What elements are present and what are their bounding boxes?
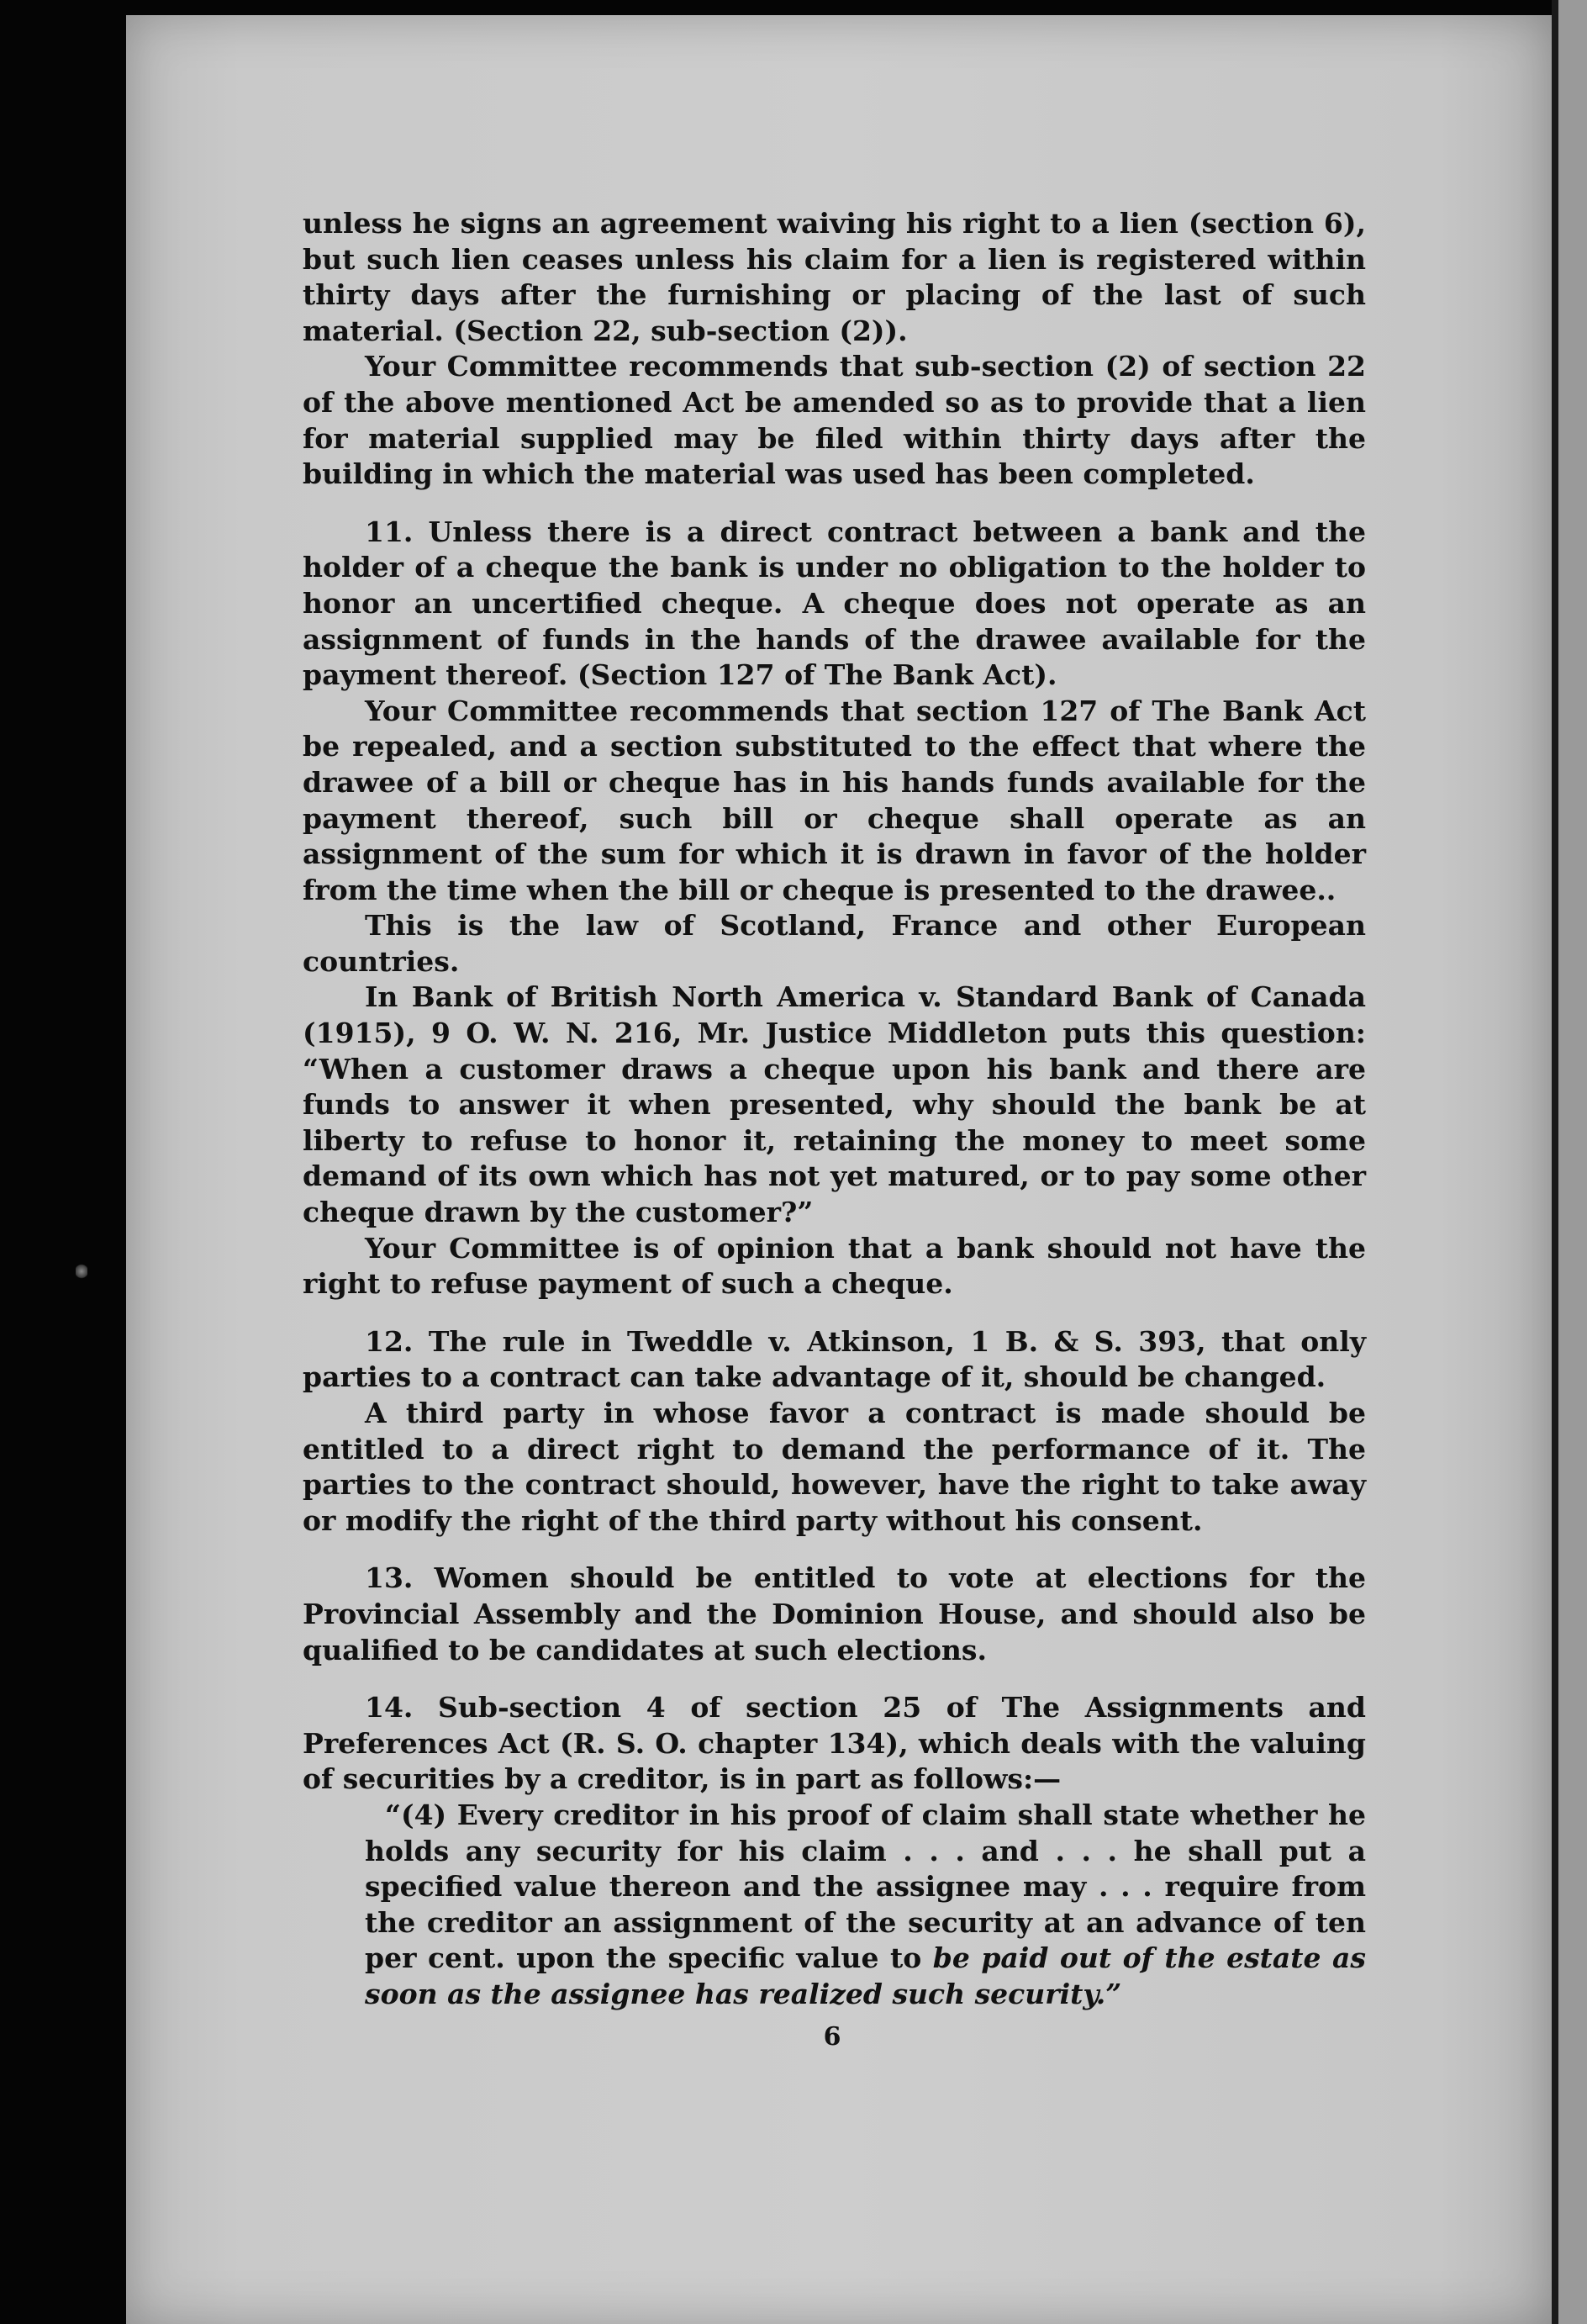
paragraph-lien-continuation: unless he signs an agreement waiving his right to a lien (section 6), but such lien ceases unless his claim for a lien is registered within thirty days after the furnishing or placing of the last of such material. (Section 22, sub-section (2)). bbox=[303, 207, 1366, 347]
page-number: 6 bbox=[823, 2022, 841, 2052]
paragraph-12: 12. The rule in Tweddle v. Atkinson, 1 B. & S. 393, that only parties to a contract can take advantage of it, should be changed. bbox=[303, 1324, 1366, 1394]
paragraph-committee-bank-act: Your Committee recommends that section 127 of The Bank Act be repealed, and a section substituted to the effect that where the drawee of a bill or cheque has in his hands funds available for the payment thereof, such bill or cheque shall operate as an assignment of the sum for which it is drawn in favor of the holder from the time when the bill or cheque is presented to the drawee.. bbox=[303, 694, 1366, 906]
paragraph-middleton-question: In Bank of British North America v. Standard Bank of Canada (1915), 9 O. W. N. 216, Mr. Justice Middleton puts this question: “When a customer draws a cheque upon his bank and there are funds to answer it when presented, why should the bank be at liberty to refuse to honor it, retaining the money to meet some demand of its own which has not yet matured, or to pay some other cheque drawn by the customer?” bbox=[303, 980, 1366, 1229]
paragraph-13: 13. Women should be entitled to vote at elections for the Provincial Assembly and the Dominion House, and should also be qualified to be candidates at such elections. bbox=[303, 1561, 1366, 1666]
facing-page-strip bbox=[1558, 0, 1587, 2324]
page-binding-edge bbox=[1552, 0, 1558, 2324]
paragraph-third-party: A third party in whose favor a contract is made should be entitled to a direct right to demand the performance of it. The parties to the contract should, however, have the right to take away or modify the right of the third party without his consent. bbox=[303, 1397, 1366, 1537]
scan-speck bbox=[76, 1263, 87, 1280]
paragraph-committee-opinion: Your Committee is of opinion that a bank should not have the right to refuse payment of such a cheque. bbox=[303, 1231, 1366, 1301]
statute-quote-plain: “(4) Every creditor in his proof of claim shall state whether he holds any security for his claim . . . and . . . he shall put a specified value thereon and the assignee may . . . require from the creditor an assignment of the security at an advance of ten per cent. upon the specific value to bbox=[365, 1798, 1366, 1975]
paragraph-committee-lien: Your Committee recommends that sub-section (2) of section 22 of the above mentioned Act be amended so as to provide that a lien for material supplied may be filed within thirty days after the building in which the material was used has been completed. bbox=[303, 350, 1366, 491]
paragraph-law-of-scotland: This is the law of Scotland, France and other European countries. bbox=[303, 909, 1366, 978]
paragraph-14: 14. Sub-section 4 of section 25 of The Assignments and Preferences Act (R. S. O. chapter 134), which deals with the valuing of securities by a creditor, is in part as follows:— bbox=[303, 1691, 1366, 1796]
statute-quote-italic: be paid out of the estate as soon as the assignee has realized such security.” bbox=[365, 1941, 1366, 2010]
statute-quote bbox=[365, 1798, 1366, 2013]
body-text bbox=[303, 206, 1366, 2013]
paragraph-11: 11. Unless there is a direct contract between a bank and the holder of a cheque the bank is under no obligation to the holder to honor an uncertified cheque. A cheque does not operate as an assignment of funds in the hands of the drawee available for the payment thereof. (Section 127 of The Bank Act). bbox=[303, 515, 1366, 692]
